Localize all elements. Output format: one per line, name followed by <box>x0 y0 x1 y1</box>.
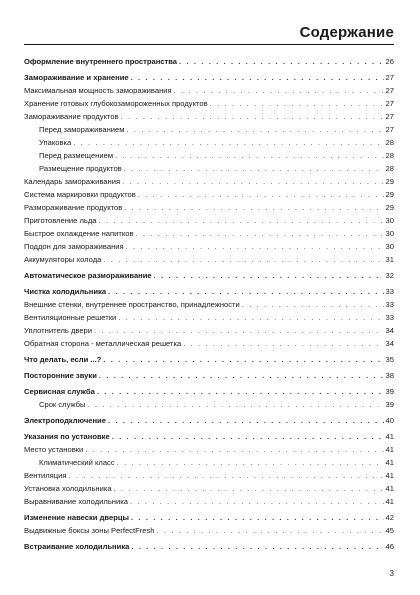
toc-entry-title: Вентиляционные решетки <box>24 313 117 322</box>
page-number: 3 <box>389 569 394 578</box>
dot-leader <box>131 71 384 84</box>
dot-leader <box>94 324 384 337</box>
dot-leader <box>103 253 383 266</box>
toc-entry <box>24 469 394 482</box>
dot-leader <box>136 227 384 240</box>
toc-entry-title: Хранение готовых глубокозамороженных продуктов <box>24 99 208 108</box>
toc-entry-title: Приготовление льда <box>24 216 97 225</box>
toc-entry <box>24 511 394 524</box>
toc-entry <box>24 162 394 175</box>
toc-entry-title: Календарь замораживания <box>24 177 121 186</box>
dot-leader <box>157 524 384 537</box>
dot-leader <box>85 443 383 456</box>
toc-entry-page: 27 <box>385 86 394 95</box>
toc-entry <box>24 123 394 136</box>
toc-entry-title: Выравнивание холодильника <box>24 497 128 506</box>
toc-entry-page: 28 <box>385 138 394 147</box>
toc-entry-title: Что делать, если ...? <box>24 355 102 364</box>
toc-entry <box>24 456 394 469</box>
toc-entry <box>24 524 394 537</box>
toc-entry <box>24 97 394 110</box>
dot-leader <box>130 495 384 508</box>
toc-entry <box>24 71 394 84</box>
toc-entry-page: 28 <box>385 164 394 173</box>
toc-entry-page: 30 <box>385 229 394 238</box>
toc-entry-title: Максимальная мощность замораживания <box>24 86 172 95</box>
toc-entry <box>24 385 394 398</box>
dot-leader <box>210 97 384 110</box>
toc-entry-page: 41 <box>385 471 394 480</box>
toc-entry-title: Аккумуляторы холода <box>24 255 102 264</box>
toc-entry-title: Обратная сторона - металлическая решетка <box>24 339 182 348</box>
toc-entry <box>24 188 394 201</box>
toc-entry-title: Поддон для замораживания <box>24 242 124 251</box>
dot-leader <box>99 369 384 382</box>
toc-entry <box>24 227 394 240</box>
dot-leader <box>108 414 384 427</box>
dot-leader <box>114 482 384 495</box>
toc-entry-page: 42 <box>385 513 394 522</box>
toc-entry-title: Электроподключение <box>24 416 106 425</box>
toc-entry-page: 27 <box>385 73 394 82</box>
toc-entry-page: 26 <box>385 57 394 66</box>
page-title: Содержание <box>299 24 394 41</box>
dot-leader <box>124 201 383 214</box>
toc-entry-title: Посторонние звуки <box>24 371 97 380</box>
toc-entry-title: Срок службы <box>39 400 86 409</box>
toc-entry-title: Замораживание и хранение <box>24 73 129 82</box>
toc-entry <box>24 136 394 149</box>
toc-entry <box>24 443 394 456</box>
toc-entry-page: 35 <box>385 355 394 364</box>
toc-entry-page: 27 <box>385 112 394 121</box>
toc-entry-page: 32 <box>385 271 394 280</box>
toc-entry-page: 29 <box>385 177 394 186</box>
toc-entry-title: Упаковка <box>39 138 72 147</box>
dot-leader <box>97 385 384 398</box>
dot-leader <box>73 136 383 149</box>
toc-entry-title: Оформление внутреннего пространства <box>24 57 178 66</box>
dot-leader <box>242 298 384 311</box>
toc-entry-page: 41 <box>385 497 394 506</box>
dot-leader <box>115 149 383 162</box>
toc-entry-title: Внешние стенки, внутреннее пространство, принадлежности <box>24 300 240 309</box>
toc-entry <box>24 110 394 123</box>
toc-entry <box>24 495 394 508</box>
toc-entry-page: 27 <box>385 125 394 134</box>
toc-entry-page: 45 <box>385 526 394 535</box>
toc-entry-title: Указания по установке <box>24 432 110 441</box>
toc-entry-title: Размещение продуктов <box>39 164 122 173</box>
toc-entry-page: 41 <box>385 445 394 454</box>
dot-leader <box>68 469 383 482</box>
dot-leader <box>117 456 384 469</box>
toc-entry <box>24 540 394 553</box>
toc-entry-page: 40 <box>385 416 394 425</box>
toc-entry-title: Замораживание продуктов <box>24 112 119 121</box>
toc-entry-page: 33 <box>385 313 394 322</box>
toc-entry <box>24 285 394 298</box>
toc-entry-title: Место установки <box>24 445 84 454</box>
toc-entry-page: 34 <box>385 326 394 335</box>
toc-entry <box>24 175 394 188</box>
toc-entry-page: 46 <box>385 542 394 551</box>
toc-entry <box>24 311 394 324</box>
toc-entry-title: Встраивание холодильника <box>24 542 130 551</box>
toc-entry-page: 33 <box>385 300 394 309</box>
toc-entry <box>24 369 394 382</box>
toc-entry <box>24 84 394 97</box>
dot-leader <box>154 269 384 282</box>
toc-entry-title: Климатический класс <box>39 458 115 467</box>
toc-entry <box>24 269 394 282</box>
toc-entry <box>24 149 394 162</box>
dot-leader <box>108 285 383 298</box>
toc-entry <box>24 337 394 350</box>
toc-entry-title: Перед замораживанием <box>39 125 125 134</box>
title-divider <box>24 44 394 45</box>
toc-entry-title: Автоматическое размораживание <box>24 271 152 280</box>
dot-leader <box>122 175 383 188</box>
toc-entry <box>24 214 394 227</box>
dot-leader <box>183 337 383 350</box>
toc-entry-page: 29 <box>385 190 394 199</box>
dot-leader <box>131 540 383 553</box>
toc-entry <box>24 353 394 366</box>
toc-entry <box>24 240 394 253</box>
toc-entry <box>24 398 394 411</box>
toc-entry-page: 28 <box>385 151 394 160</box>
toc-entry <box>24 253 394 266</box>
dot-leader <box>103 353 383 366</box>
toc-entry-title: Перед размещением <box>39 151 114 160</box>
toc-entry-page: 30 <box>385 242 394 251</box>
toc-entry <box>24 55 394 68</box>
toc-entry-page: 41 <box>385 432 394 441</box>
dot-leader <box>124 162 384 175</box>
toc-entry-title: Установка холодильника <box>24 484 112 493</box>
toc-entry-page: 39 <box>385 387 394 396</box>
toc-entry-page: 27 <box>385 99 394 108</box>
toc-entry-page: 31 <box>385 255 394 264</box>
dot-leader <box>99 214 384 227</box>
toc-entry-title: Выдвижные боксы зоны PerfectFresh <box>24 526 155 535</box>
toc-entry-page: 39 <box>385 400 394 409</box>
toc-entry <box>24 482 394 495</box>
toc-entry-title: Вентиляция <box>24 471 67 480</box>
toc-entry-title: Быстрое охлаждение напитков <box>24 229 134 238</box>
dot-leader <box>126 123 383 136</box>
dot-leader <box>174 84 384 97</box>
toc-entry <box>24 298 394 311</box>
toc-entry-page: 33 <box>385 287 394 296</box>
toc-entry <box>24 430 394 443</box>
toc-entry-title: Изменение навески дверцы <box>24 513 129 522</box>
table-of-contents <box>24 55 394 553</box>
toc-entry-page: 41 <box>385 484 394 493</box>
dot-leader <box>87 398 383 411</box>
toc-entry-title: Чистка холодильника <box>24 287 107 296</box>
toc-entry-page: 41 <box>385 458 394 467</box>
dot-leader <box>131 511 384 524</box>
dot-leader <box>126 240 384 253</box>
toc-entry-title: Уплотнитель двери <box>24 326 93 335</box>
toc-entry-page: 38 <box>385 371 394 380</box>
toc-entry-title: Сервисная служба <box>24 387 95 396</box>
toc-entry <box>24 324 394 337</box>
toc-entry-page: 34 <box>385 339 394 348</box>
toc-entry-page: 30 <box>385 216 394 225</box>
dot-leader <box>121 110 384 123</box>
dot-leader <box>179 55 384 68</box>
dot-leader <box>112 430 384 443</box>
toc-entry-title: Размораживание продуктов <box>24 203 123 212</box>
dot-leader <box>118 311 383 324</box>
dot-leader <box>138 188 384 201</box>
toc-entry <box>24 414 394 427</box>
toc-entry <box>24 201 394 214</box>
toc-entry-page: 29 <box>385 203 394 212</box>
toc-entry-title: Система маркировки продуктов <box>24 190 136 199</box>
